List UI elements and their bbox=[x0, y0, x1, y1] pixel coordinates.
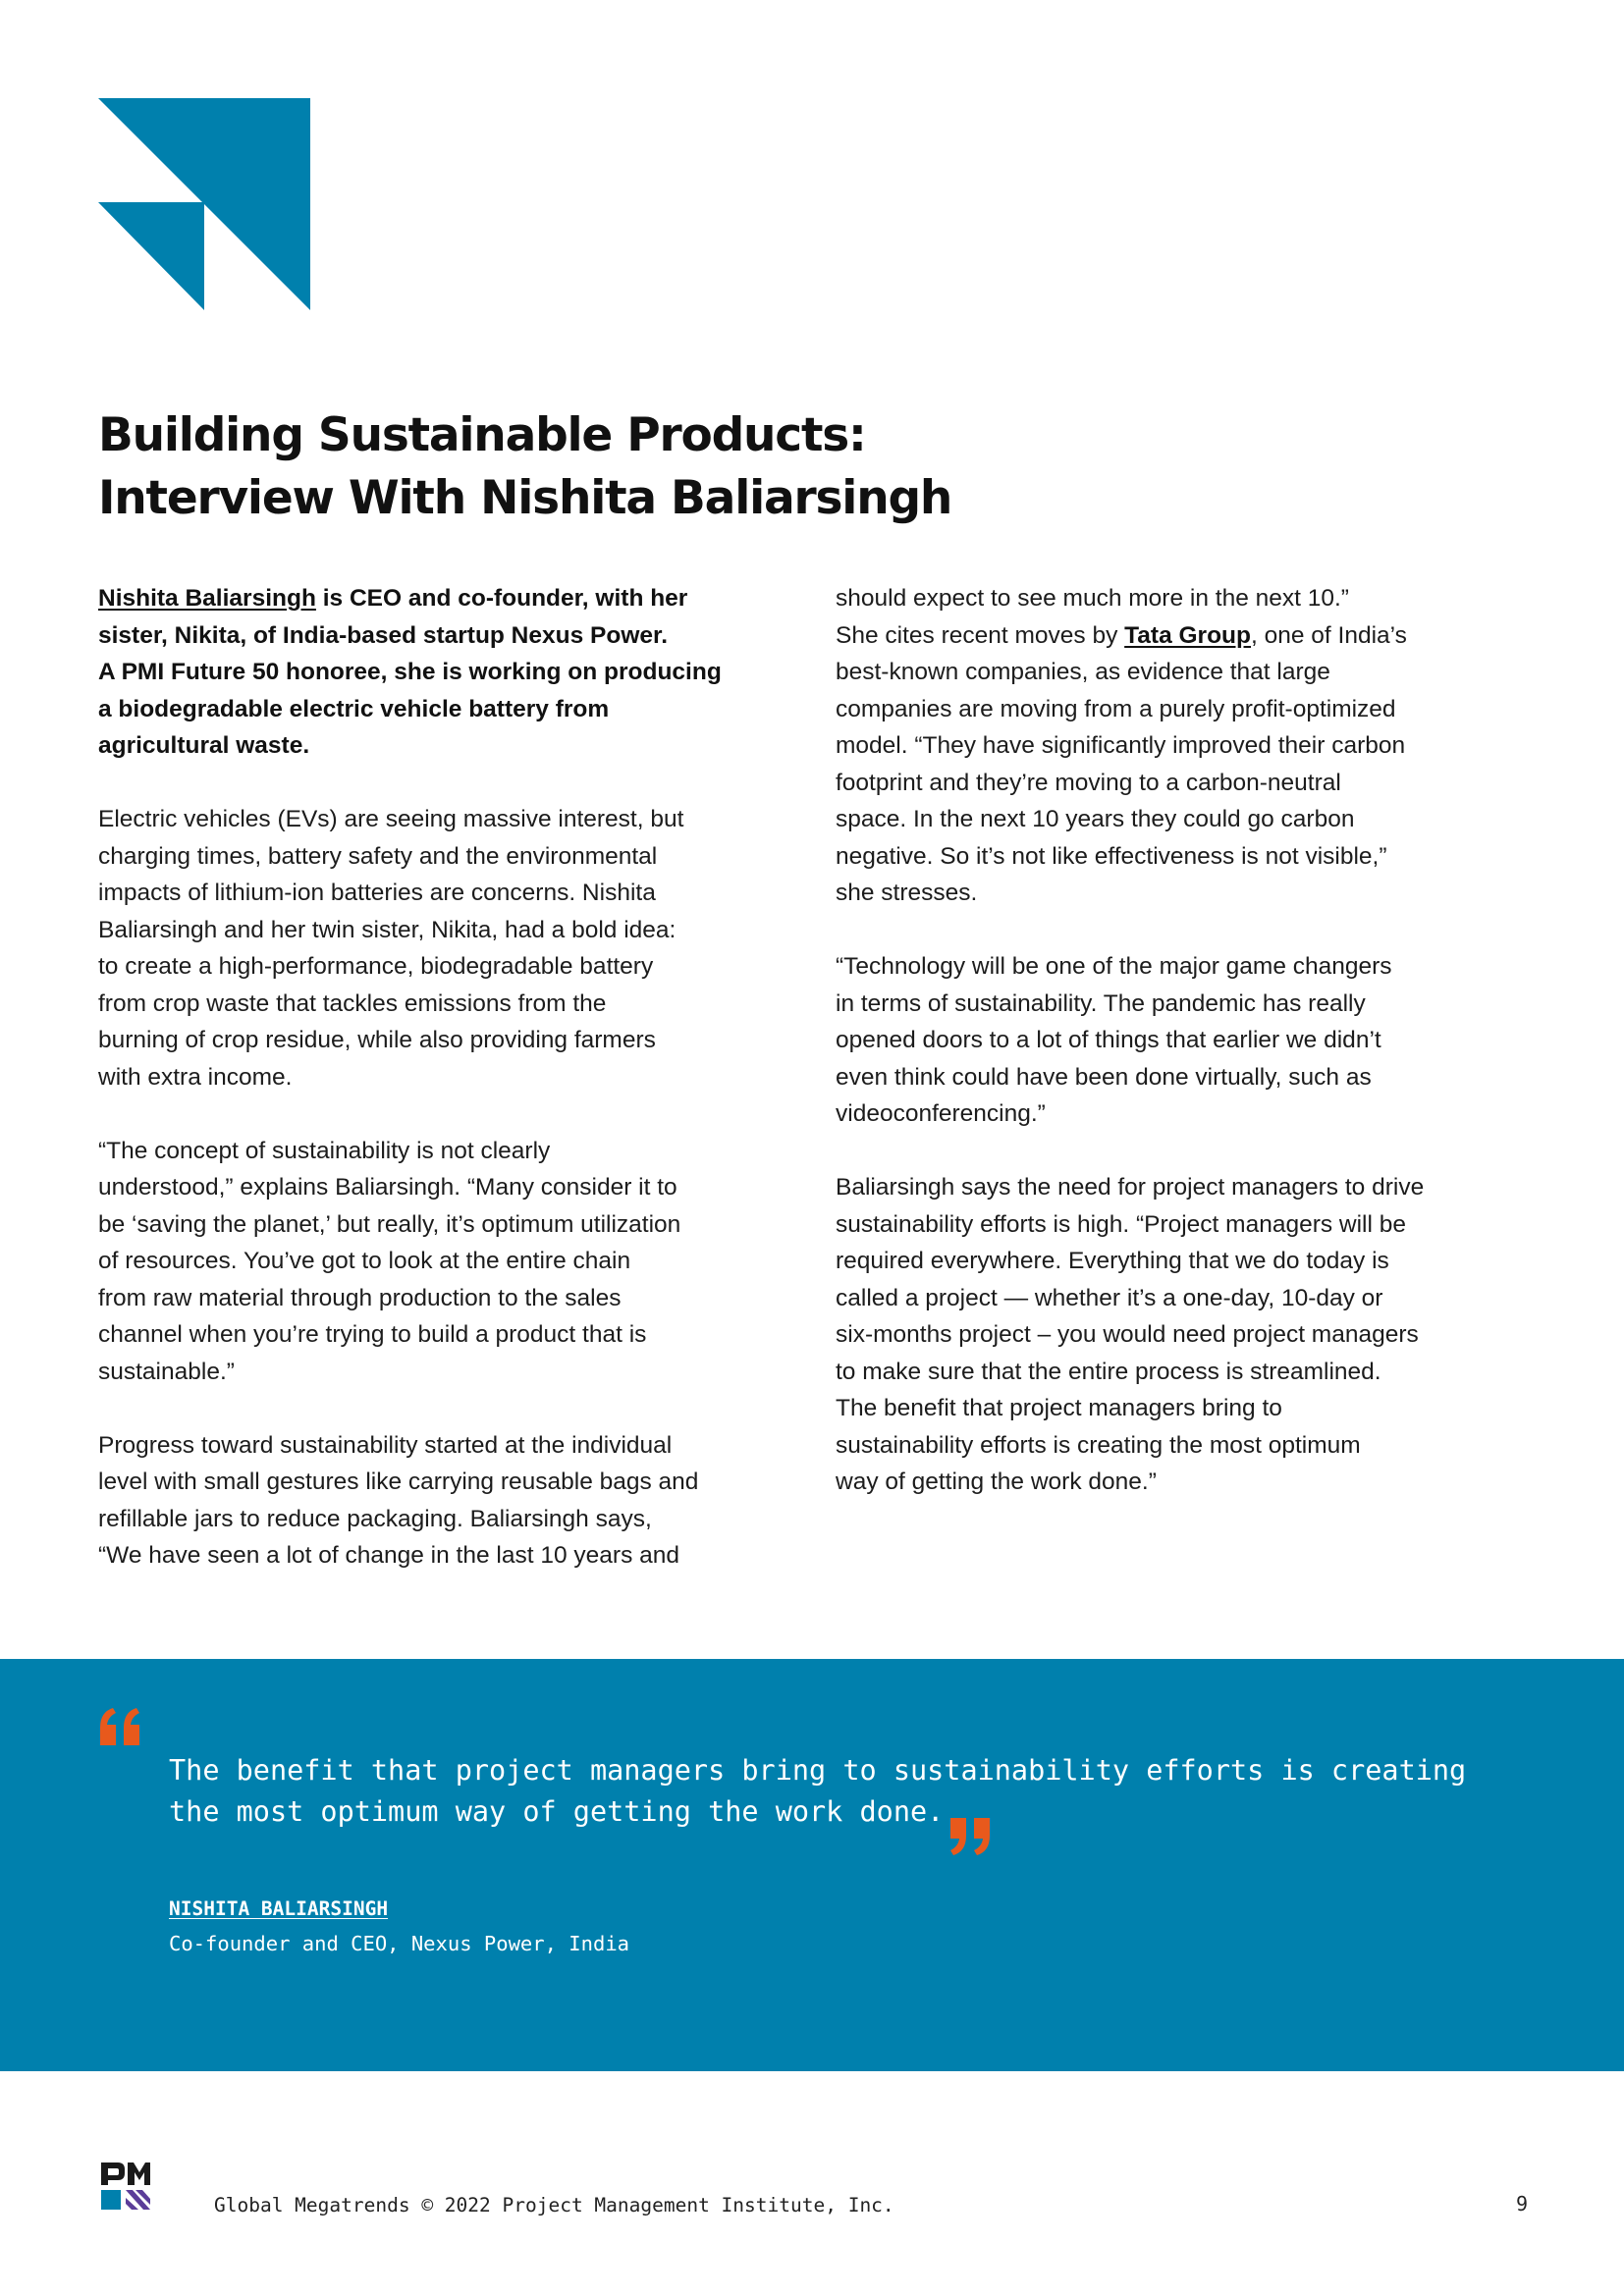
open-quote-icon bbox=[98, 1708, 143, 1745]
blue-triangles-graphic bbox=[98, 98, 310, 310]
quote-attribution-role: Co-founder and CEO, Nexus Power, India bbox=[169, 1932, 629, 1955]
title-line-1: Building Sustainable Products: bbox=[98, 408, 866, 462]
body-paragraph-progress: Progress toward sustainability started at the individual level with small gestures like carrying reusable bags and refillable jars to reduce packaging. Baliarsingh says, “We have seen a lot of change in the last 10 years and bbox=[98, 1431, 699, 1569]
page-title bbox=[98, 404, 1276, 530]
pull-quote-text: The benefit that project managers bring to sustainability efforts is creating the most optimum way of getting the work done. bbox=[169, 1754, 1467, 1828]
body-paragraph-tata: should expect to see much more in the next 10.” She cites recent moves by Tata Group, one of India’s best-known companies, as evidence that large companies are moving from a purely profit-optimized model. “They have significantly improved their carbon footprint and they’re moving to a carbon-neutral space. In the next 10 years they could go carbon negative. So it’s not like effectiveness is not visible,” she stresses. bbox=[836, 585, 1407, 906]
left-column bbox=[98, 580, 795, 1611]
nishita-baliarsingh-link[interactable]: Nishita Baliarsingh bbox=[98, 585, 316, 612]
body-paragraph-project-managers: Baliarsingh says the need for project managers to drive sustainability efforts is high. “Project managers will be required everywhere. Everything that we do today is called a project — whether it’s a one-day, 10-day or six-months project – you would need project managers to make sure that the entire process is streamlined. The benefit that project managers bring to sustainability efforts is creating the most optimum way of getting the work done.” bbox=[836, 1174, 1425, 1495]
tata-group-link[interactable]: Tata Group bbox=[1124, 621, 1251, 649]
body-paragraph-ev: Electric vehicles (EVs) are seeing massive interest, but charging times, battery safety and the environmental impacts of lithium-ion batteries are concerns. Nishita Baliarsingh and her twin sister, Nikita, had a bold idea: to create a high-performance, biodegradable battery from crop waste that tackles emissions from the burning of crop residue, while also providing farmers with extra income. bbox=[98, 806, 684, 1091]
page-number: 9 bbox=[1515, 2192, 1528, 2216]
intro-paragraph: Nishita Baliarsingh is CEO and co-founder, with her sister, Nikita, of India-based startup Nexus Power. A PMI Future 50 honoree, she is working on producing a biodegradable electric vehicle battery from agricultural waste. bbox=[98, 585, 722, 759]
pmi-logo bbox=[98, 2160, 151, 2213]
quote-attribution-name[interactable]: NISHITA BALIARSINGH bbox=[169, 1897, 389, 1920]
pull-quote-band bbox=[0, 1659, 1624, 2071]
footer-copyright: Global Megatrends © 2022 Project Management Institute, Inc. bbox=[214, 2194, 894, 2216]
close-quote-icon bbox=[948, 1818, 994, 1855]
body-paragraph-concept: “The concept of sustainability is not clearly understood,” explains Baliarsingh. “Many consider it to be ‘saving the planet,’ but really, it’s optimum utilization of resources. You’ve got to look at the entire chain from raw material through production to the sales channel when you’re trying to build a product that is sustainable.” bbox=[98, 1137, 681, 1385]
body-paragraph-technology: “Technology will be one of the major game changers in terms of sustainability. The pandemic has really opened doors to a lot of things that earlier we didn’t even think could have been done virtually, such as videoconferencing.” bbox=[836, 953, 1392, 1127]
right-column bbox=[836, 580, 1538, 1537]
title-line-2: Interview With Nishita Baliarsingh bbox=[98, 471, 952, 525]
